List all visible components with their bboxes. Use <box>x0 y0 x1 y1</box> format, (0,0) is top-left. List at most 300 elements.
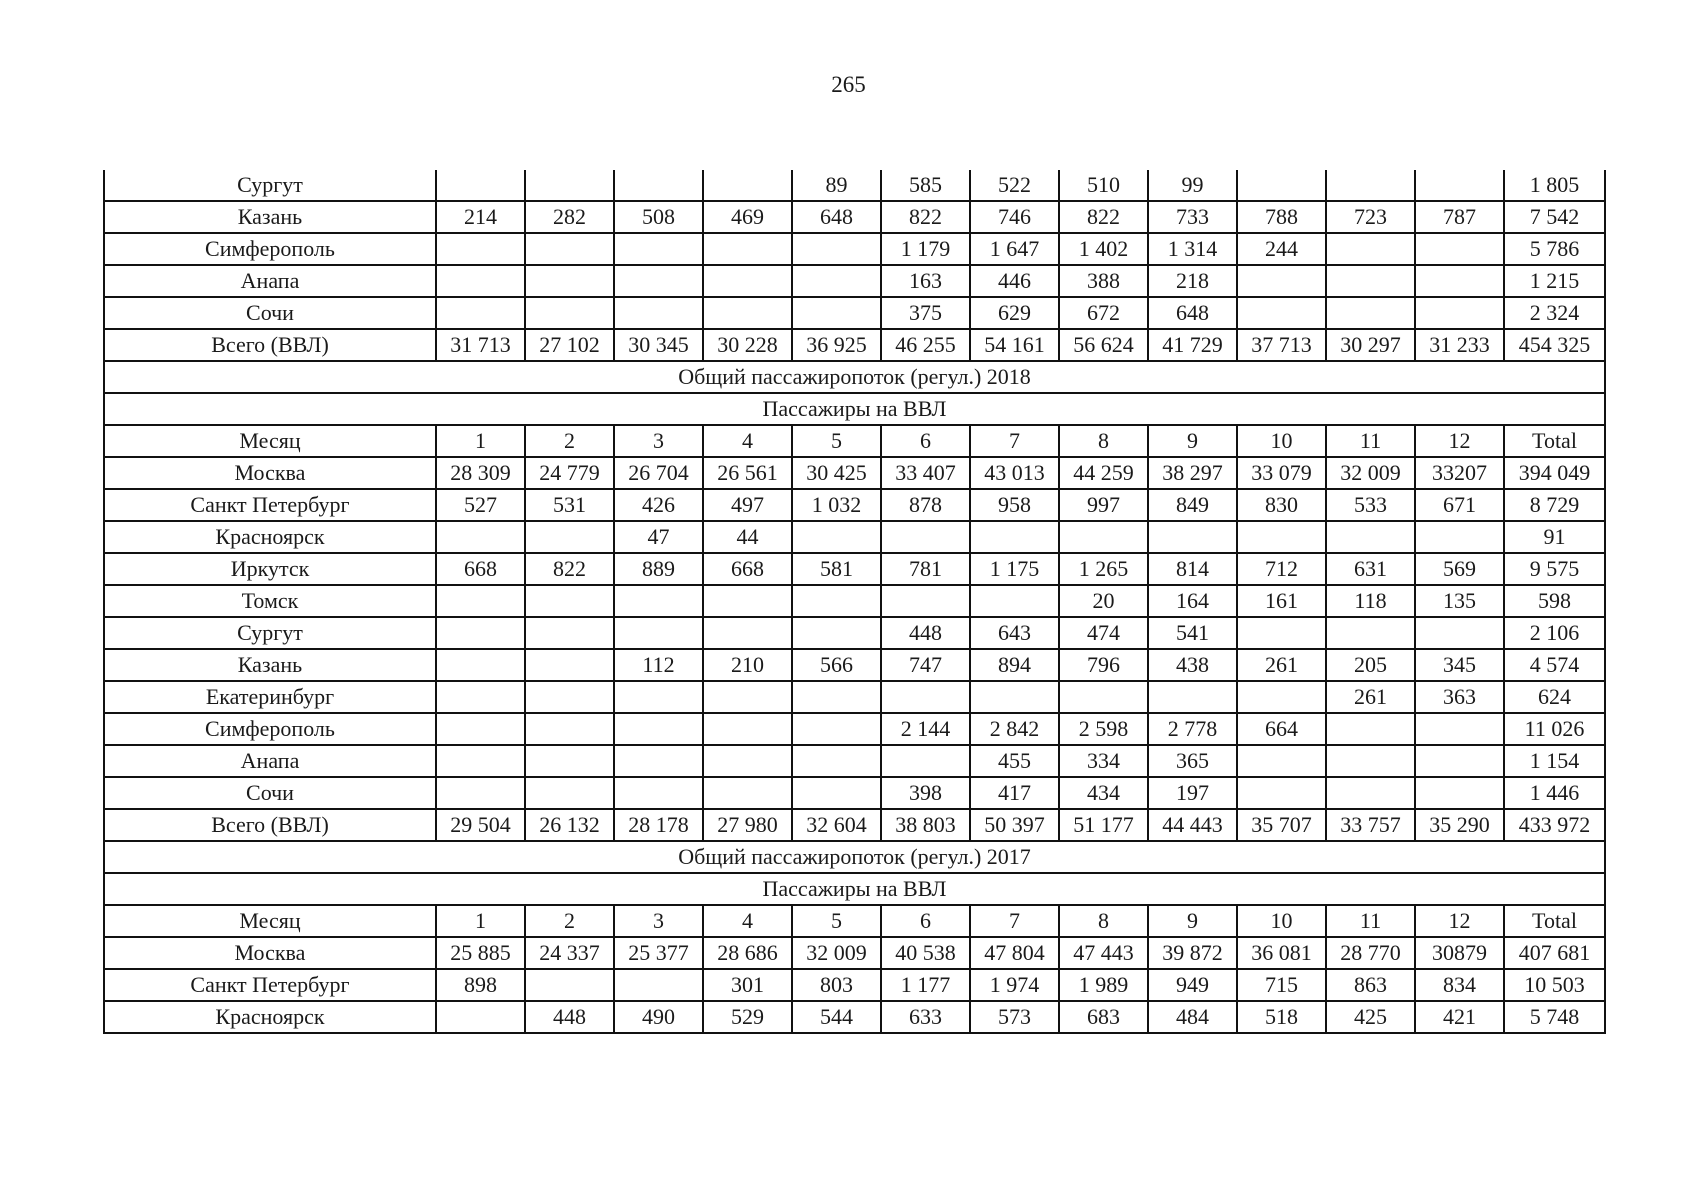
value-cell: 518 <box>1237 1001 1326 1033</box>
table-row <box>104 969 1605 1001</box>
value-cell: 25 377 <box>614 937 703 969</box>
value-cell: 39 872 <box>1148 937 1237 969</box>
table-row <box>104 713 1605 745</box>
value-cell <box>881 681 970 713</box>
value-cell <box>436 649 525 681</box>
value-cell <box>703 585 792 617</box>
value-cell: 9 <box>1148 905 1237 937</box>
total-cell: 454 325 <box>1504 329 1605 361</box>
value-cell: 32 009 <box>792 937 881 969</box>
value-cell: 787 <box>1415 201 1504 233</box>
value-cell: 24 337 <box>525 937 614 969</box>
value-cell <box>525 777 614 809</box>
table-row <box>104 521 1605 553</box>
value-cell: 36 925 <box>792 329 881 361</box>
value-cell: 849 <box>1148 489 1237 521</box>
value-cell: 1 175 <box>970 553 1059 585</box>
value-cell: 37 713 <box>1237 329 1326 361</box>
value-cell: 11 <box>1326 425 1415 457</box>
value-cell: 30 297 <box>1326 329 1415 361</box>
total-cell: Total <box>1504 425 1605 457</box>
total-cell: 1 154 <box>1504 745 1605 777</box>
value-cell: 12 <box>1415 425 1504 457</box>
value-cell: 3 <box>614 905 703 937</box>
value-cell: 788 <box>1237 201 1326 233</box>
value-cell: 6 <box>881 905 970 937</box>
value-cell <box>703 777 792 809</box>
value-cell <box>881 745 970 777</box>
table-row <box>104 937 1605 969</box>
value-cell: 633 <box>881 1001 970 1033</box>
value-cell <box>436 777 525 809</box>
value-cell: 47 443 <box>1059 937 1148 969</box>
value-cell: 484 <box>1148 1001 1237 1033</box>
value-cell: 27 980 <box>703 809 792 841</box>
row-label: Сочи <box>104 777 436 809</box>
value-cell: 89 <box>792 170 881 201</box>
value-cell: 581 <box>792 553 881 585</box>
row-label: Красноярск <box>104 1001 436 1033</box>
value-cell: 446 <box>970 265 1059 297</box>
value-cell <box>703 681 792 713</box>
row-label: Иркутск <box>104 553 436 585</box>
value-cell: 33 407 <box>881 457 970 489</box>
value-cell: 51 177 <box>1059 809 1148 841</box>
table-row <box>104 201 1605 233</box>
total-cell: 407 681 <box>1504 937 1605 969</box>
table-row <box>104 745 1605 777</box>
value-cell: 1 989 <box>1059 969 1148 1001</box>
value-cell <box>436 745 525 777</box>
value-cell: 28 178 <box>614 809 703 841</box>
value-cell: 244 <box>1237 233 1326 265</box>
total-cell: 8 729 <box>1504 489 1605 521</box>
value-cell <box>792 521 881 553</box>
value-cell: 99 <box>1148 170 1237 201</box>
value-cell <box>614 265 703 297</box>
value-cell: 425 <box>1326 1001 1415 1033</box>
value-cell: 28 309 <box>436 457 525 489</box>
total-cell: Total <box>1504 905 1605 937</box>
table-row <box>104 649 1605 681</box>
value-cell: 31 713 <box>436 329 525 361</box>
row-label: Казань <box>104 649 436 681</box>
value-cell <box>1237 170 1326 201</box>
total-cell: 1 446 <box>1504 777 1605 809</box>
value-cell: 32 009 <box>1326 457 1415 489</box>
value-cell <box>1326 170 1415 201</box>
table-body <box>104 170 1605 1033</box>
value-cell: 448 <box>525 1001 614 1033</box>
value-cell <box>703 713 792 745</box>
value-cell: 30 425 <box>792 457 881 489</box>
value-cell <box>703 745 792 777</box>
value-cell: 50 397 <box>970 809 1059 841</box>
value-cell: 834 <box>1415 969 1504 1001</box>
value-cell: 668 <box>436 553 525 585</box>
value-cell <box>614 745 703 777</box>
value-cell <box>792 713 881 745</box>
value-cell: 747 <box>881 649 970 681</box>
value-cell: 958 <box>970 489 1059 521</box>
total-cell: 5 748 <box>1504 1001 1605 1033</box>
value-cell <box>1237 265 1326 297</box>
value-cell: 33 757 <box>1326 809 1415 841</box>
value-cell <box>792 265 881 297</box>
value-cell <box>1326 713 1415 745</box>
value-cell <box>1415 297 1504 329</box>
value-cell: 803 <box>792 969 881 1001</box>
total-cell: 624 <box>1504 681 1605 713</box>
value-cell: 56 624 <box>1059 329 1148 361</box>
value-cell: 1 <box>436 905 525 937</box>
value-cell: 417 <box>970 777 1059 809</box>
value-cell: 33207 <box>1415 457 1504 489</box>
value-cell <box>1059 681 1148 713</box>
value-cell: 510 <box>1059 170 1148 201</box>
value-cell: 421 <box>1415 1001 1504 1033</box>
value-cell <box>792 777 881 809</box>
value-cell <box>1237 521 1326 553</box>
value-cell <box>436 521 525 553</box>
value-cell: 474 <box>1059 617 1148 649</box>
value-cell <box>614 713 703 745</box>
row-label: Сочи <box>104 297 436 329</box>
value-cell: 2 778 <box>1148 713 1237 745</box>
value-cell: 746 <box>970 201 1059 233</box>
value-cell <box>1326 297 1415 329</box>
value-cell: 161 <box>1237 585 1326 617</box>
section-subtitle-row <box>104 873 1605 905</box>
value-cell: 434 <box>1059 777 1148 809</box>
value-cell: 894 <box>970 649 1059 681</box>
value-cell: 522 <box>970 170 1059 201</box>
value-cell <box>436 297 525 329</box>
value-cell: 164 <box>1148 585 1237 617</box>
total-cell: 91 <box>1504 521 1605 553</box>
row-label: Сургут <box>104 170 436 201</box>
value-cell: 1 179 <box>881 233 970 265</box>
value-cell: 46 255 <box>881 329 970 361</box>
value-cell: 44 259 <box>1059 457 1148 489</box>
passenger-traffic-table <box>103 170 1606 1034</box>
value-cell: 163 <box>881 265 970 297</box>
value-cell: 47 <box>614 521 703 553</box>
month-header-row <box>104 905 1605 937</box>
value-cell: 814 <box>1148 553 1237 585</box>
total-cell: 9 575 <box>1504 553 1605 585</box>
value-cell <box>1415 745 1504 777</box>
total-cell: 4 574 <box>1504 649 1605 681</box>
value-cell: 47 804 <box>970 937 1059 969</box>
value-cell <box>1415 617 1504 649</box>
value-cell: 822 <box>1059 201 1148 233</box>
value-cell <box>614 681 703 713</box>
value-cell: 26 561 <box>703 457 792 489</box>
section-title-row <box>104 841 1605 873</box>
value-cell <box>1148 521 1237 553</box>
value-cell: 426 <box>614 489 703 521</box>
section-title-row <box>104 361 1605 393</box>
value-cell: 5 <box>792 425 881 457</box>
value-cell: 1 177 <box>881 969 970 1001</box>
table-row <box>104 489 1605 521</box>
value-cell: 490 <box>614 1001 703 1033</box>
value-cell: 2 598 <box>1059 713 1148 745</box>
value-cell <box>1237 297 1326 329</box>
value-cell: 25 885 <box>436 937 525 969</box>
value-cell <box>614 170 703 201</box>
value-cell <box>525 265 614 297</box>
value-cell <box>1326 265 1415 297</box>
row-label: Москва <box>104 457 436 489</box>
value-cell <box>792 617 881 649</box>
value-cell: 448 <box>881 617 970 649</box>
value-cell: 43 013 <box>970 457 1059 489</box>
table-row <box>104 809 1605 841</box>
row-label: Томск <box>104 585 436 617</box>
value-cell <box>703 170 792 201</box>
value-cell: 41 729 <box>1148 329 1237 361</box>
value-cell: 664 <box>1237 713 1326 745</box>
value-cell: 40 538 <box>881 937 970 969</box>
value-cell <box>436 585 525 617</box>
total-cell: 7 542 <box>1504 201 1605 233</box>
value-cell: 363 <box>1415 681 1504 713</box>
value-cell: 497 <box>703 489 792 521</box>
value-cell <box>1415 777 1504 809</box>
value-cell <box>1415 713 1504 745</box>
value-cell: 282 <box>525 201 614 233</box>
value-cell <box>614 617 703 649</box>
table-row <box>104 553 1605 585</box>
value-cell: 112 <box>614 649 703 681</box>
value-cell: 878 <box>881 489 970 521</box>
row-label: Симферополь <box>104 233 436 265</box>
section-title: Общий пассажиропоток (регул.) 2018 <box>104 361 1605 393</box>
value-cell: 3 <box>614 425 703 457</box>
value-cell: 822 <box>525 553 614 585</box>
value-cell <box>881 521 970 553</box>
value-cell: 648 <box>1148 297 1237 329</box>
value-cell <box>970 521 1059 553</box>
row-label: Санкт Петербург <box>104 489 436 521</box>
value-cell: 38 803 <box>881 809 970 841</box>
value-cell <box>1237 745 1326 777</box>
value-cell <box>436 681 525 713</box>
value-cell: 8 <box>1059 425 1148 457</box>
row-label: Месяц <box>104 905 436 937</box>
row-label: Месяц <box>104 425 436 457</box>
value-cell <box>436 617 525 649</box>
value-cell: 8 <box>1059 905 1148 937</box>
value-cell <box>436 713 525 745</box>
row-label: Казань <box>104 201 436 233</box>
value-cell: 7 <box>970 425 1059 457</box>
value-cell: 585 <box>881 170 970 201</box>
value-cell: 733 <box>1148 201 1237 233</box>
value-cell: 375 <box>881 297 970 329</box>
value-cell: 205 <box>1326 649 1415 681</box>
section-subtitle: Пассажиры на ВВЛ <box>104 873 1605 905</box>
value-cell: 301 <box>703 969 792 1001</box>
table-row <box>104 1001 1605 1033</box>
total-cell: 11 026 <box>1504 713 1605 745</box>
value-cell <box>436 265 525 297</box>
table-row <box>104 329 1605 361</box>
value-cell: 35 707 <box>1237 809 1326 841</box>
value-cell <box>1326 617 1415 649</box>
value-cell: 27 102 <box>525 329 614 361</box>
value-cell: 671 <box>1415 489 1504 521</box>
section-subtitle: Пассажиры на ВВЛ <box>104 393 1605 425</box>
value-cell <box>970 585 1059 617</box>
value-cell <box>525 969 614 1001</box>
total-cell: 1 215 <box>1504 265 1605 297</box>
value-cell: 1 647 <box>970 233 1059 265</box>
value-cell: 469 <box>703 201 792 233</box>
value-cell: 44 443 <box>1148 809 1237 841</box>
value-cell: 261 <box>1237 649 1326 681</box>
value-cell: 33 079 <box>1237 457 1326 489</box>
value-cell: 2 144 <box>881 713 970 745</box>
value-cell: 10 <box>1237 425 1326 457</box>
value-cell: 365 <box>1148 745 1237 777</box>
value-cell: 29 504 <box>436 809 525 841</box>
value-cell: 1 032 <box>792 489 881 521</box>
value-cell <box>614 969 703 1001</box>
value-cell <box>614 777 703 809</box>
value-cell <box>1059 521 1148 553</box>
value-cell: 648 <box>792 201 881 233</box>
value-cell <box>525 170 614 201</box>
value-cell: 6 <box>881 425 970 457</box>
value-cell: 668 <box>703 553 792 585</box>
value-cell: 949 <box>1148 969 1237 1001</box>
value-cell: 30 345 <box>614 329 703 361</box>
value-cell: 210 <box>703 649 792 681</box>
table-row <box>104 681 1605 713</box>
value-cell: 4 <box>703 425 792 457</box>
total-cell: 1 805 <box>1504 170 1605 201</box>
value-cell: 2 842 <box>970 713 1059 745</box>
row-label: Всего (ВВЛ) <box>104 329 436 361</box>
value-cell <box>614 297 703 329</box>
value-cell: 683 <box>1059 1001 1148 1033</box>
value-cell <box>1326 233 1415 265</box>
value-cell: 31 233 <box>1415 329 1504 361</box>
value-cell: 569 <box>1415 553 1504 585</box>
total-cell: 10 503 <box>1504 969 1605 1001</box>
table-row <box>104 297 1605 329</box>
value-cell: 30 228 <box>703 329 792 361</box>
table-row <box>104 777 1605 809</box>
value-cell <box>703 265 792 297</box>
value-cell <box>703 297 792 329</box>
value-cell <box>1148 681 1237 713</box>
total-cell: 2 106 <box>1504 617 1605 649</box>
table-row <box>104 170 1605 201</box>
value-cell <box>525 617 614 649</box>
value-cell: 135 <box>1415 585 1504 617</box>
value-cell <box>436 1001 525 1033</box>
table-row <box>104 233 1605 265</box>
value-cell: 4 <box>703 905 792 937</box>
total-cell: 2 324 <box>1504 297 1605 329</box>
value-cell: 529 <box>703 1001 792 1033</box>
value-cell <box>703 233 792 265</box>
value-cell: 11 <box>1326 905 1415 937</box>
value-cell: 889 <box>614 553 703 585</box>
value-cell: 629 <box>970 297 1059 329</box>
value-cell <box>1415 233 1504 265</box>
total-cell: 394 049 <box>1504 457 1605 489</box>
value-cell: 830 <box>1237 489 1326 521</box>
value-cell: 573 <box>970 1001 1059 1033</box>
value-cell: 261 <box>1326 681 1415 713</box>
value-cell: 796 <box>1059 649 1148 681</box>
value-cell: 10 <box>1237 905 1326 937</box>
value-cell: 28 686 <box>703 937 792 969</box>
value-cell: 531 <box>525 489 614 521</box>
value-cell: 20 <box>1059 585 1148 617</box>
value-cell: 44 <box>703 521 792 553</box>
value-cell <box>525 745 614 777</box>
value-cell: 508 <box>614 201 703 233</box>
value-cell: 2 <box>525 425 614 457</box>
value-cell: 1 <box>436 425 525 457</box>
value-cell: 1 402 <box>1059 233 1148 265</box>
value-cell: 388 <box>1059 265 1148 297</box>
value-cell: 30879 <box>1415 937 1504 969</box>
row-label: Симферополь <box>104 713 436 745</box>
value-cell <box>1415 521 1504 553</box>
value-cell <box>525 649 614 681</box>
table-row <box>104 585 1605 617</box>
value-cell: 566 <box>792 649 881 681</box>
value-cell: 723 <box>1326 201 1415 233</box>
row-label: Всего (ВВЛ) <box>104 809 436 841</box>
value-cell <box>970 681 1059 713</box>
total-cell: 598 <box>1504 585 1605 617</box>
value-cell: 334 <box>1059 745 1148 777</box>
value-cell: 2 <box>525 905 614 937</box>
value-cell: 712 <box>1237 553 1326 585</box>
value-cell: 781 <box>881 553 970 585</box>
value-cell: 26 132 <box>525 809 614 841</box>
value-cell <box>1415 265 1504 297</box>
value-cell <box>1326 521 1415 553</box>
value-cell <box>525 713 614 745</box>
value-cell <box>1237 777 1326 809</box>
value-cell: 898 <box>436 969 525 1001</box>
value-cell: 5 <box>792 905 881 937</box>
value-cell <box>436 170 525 201</box>
value-cell: 438 <box>1148 649 1237 681</box>
value-cell <box>1237 681 1326 713</box>
value-cell <box>525 297 614 329</box>
value-cell: 631 <box>1326 553 1415 585</box>
value-cell: 26 704 <box>614 457 703 489</box>
value-cell <box>614 233 703 265</box>
value-cell <box>525 585 614 617</box>
value-cell: 118 <box>1326 585 1415 617</box>
value-cell: 715 <box>1237 969 1326 1001</box>
value-cell: 214 <box>436 201 525 233</box>
value-cell: 28 770 <box>1326 937 1415 969</box>
value-cell: 541 <box>1148 617 1237 649</box>
value-cell <box>1237 617 1326 649</box>
